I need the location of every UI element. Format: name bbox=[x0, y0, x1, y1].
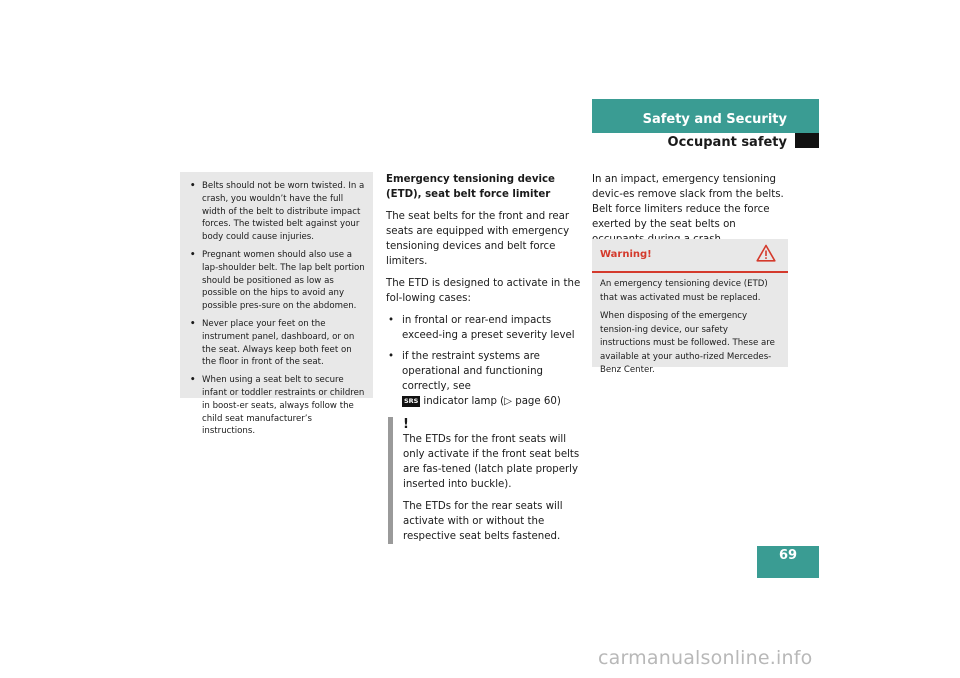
page-ref-arrow-icon: ▷ bbox=[504, 396, 512, 407]
etd-heading: Emergency tensioning device (ETD), seat belt force limiter bbox=[386, 174, 555, 200]
note-item: • Belts should not be worn twisted. In a crash, you wouldn’t have the full width of the belt to distribute impact forces. The twisted belt against your body could cause injuries. bbox=[188, 180, 367, 244]
indicator-lamp-text: indicator lamp ( bbox=[423, 396, 505, 407]
etd-case-text: if the restraint systems are operational and functioning correctly, see bbox=[402, 351, 543, 392]
etd-case-item bbox=[386, 349, 582, 409]
page-reference-link[interactable]: page 60) bbox=[511, 396, 561, 407]
etd-case-item: • in frontal or rear-end impacts exceed-ing a preset severity level bbox=[386, 313, 582, 343]
note-item: • Never place your feet on the instrument panel, dashboard, or on the seat. Always keep both feet on the floor in front of the seat. bbox=[188, 318, 367, 369]
page-number: 69 bbox=[778, 548, 798, 563]
warning-header bbox=[592, 239, 788, 273]
srs-indicator-icon: SRS bbox=[404, 397, 419, 405]
warning-box bbox=[592, 239, 788, 375]
etd-activation: The ETD is designed to activate in the fol-lowing cases: bbox=[386, 278, 581, 304]
notes-box bbox=[180, 172, 373, 437]
section-title: Safety and Security bbox=[642, 112, 787, 127]
warning-body bbox=[592, 273, 788, 378]
header-marker bbox=[795, 133, 819, 148]
warning-title: Warning! bbox=[600, 249, 652, 260]
caution-icon: ! bbox=[403, 417, 409, 432]
etd-column bbox=[386, 172, 582, 544]
notes-list bbox=[188, 180, 367, 438]
impact-column bbox=[592, 172, 788, 247]
etd-cases-list bbox=[386, 313, 582, 409]
caution-paragraph: The ETDs for the front seats will only activate if the front seat belts are fas-tened (latch plate properly inserted into buckle). bbox=[403, 434, 580, 490]
note-item: • Pregnant women should also use a lap-shoulder belt. The lap belt portion should be positioned as low as possible on the hips to avoid any possible pres-sure on the abdomen. bbox=[188, 249, 367, 313]
note-item: • When using a seat belt to secure infant or toddler restraints or children in boost-er seats, always follow the child seat manufacturer’s instructions. bbox=[188, 374, 367, 438]
warning-paragraph: An emergency tensioning device (ETD) that was activated must be replaced. bbox=[600, 279, 768, 303]
caution-paragraph: The ETDs for the rear seats will activate with or without the respective seat belts fastened. bbox=[403, 501, 563, 542]
warning-triangle-icon bbox=[756, 244, 776, 266]
etd-intro: The seat belts for the front and rear seats are equipped with emergency tensioning devices and belt force limiters. bbox=[386, 211, 570, 267]
caution-note bbox=[388, 417, 582, 544]
warning-paragraph: When disposing of the emergency tension-ing device, our safety instructions must be followed. These are available at your autho-rized Mercedes-Benz Center. bbox=[600, 311, 775, 375]
subsection-title: Occupant safety bbox=[667, 135, 787, 150]
watermark: carmanualsonline.info bbox=[598, 647, 813, 669]
impact-paragraph: In an impact, emergency tensioning devic-es remove slack from the belts. Belt force limiters reduce the force exerted by the seat belts on bbox=[592, 174, 784, 230]
